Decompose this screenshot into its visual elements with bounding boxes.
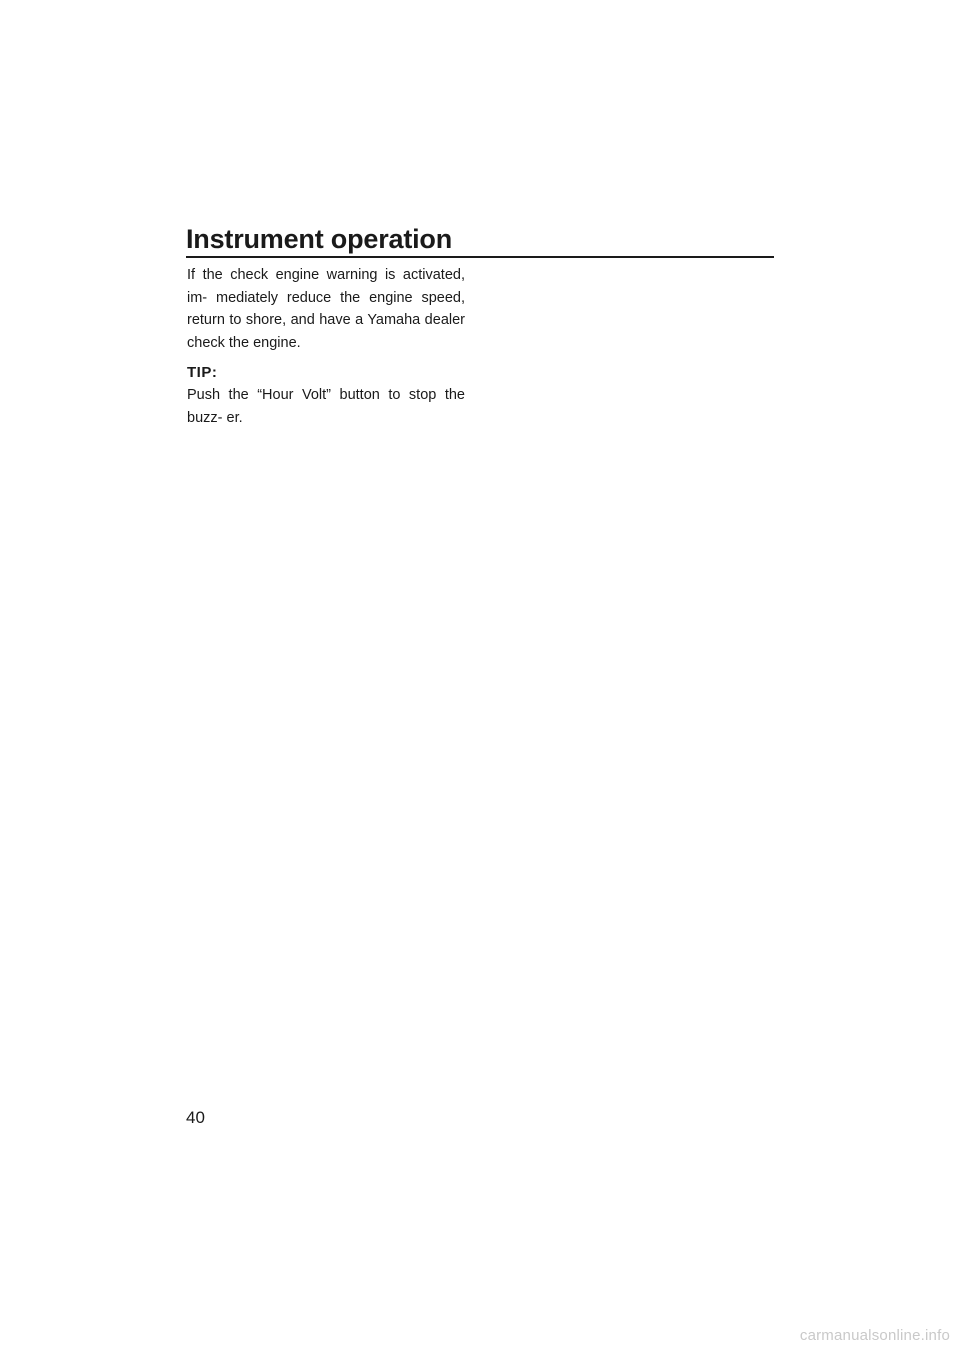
- content-column: [187, 264, 465, 429]
- page-header: [186, 222, 774, 258]
- header-rule: [186, 256, 774, 258]
- paragraph-line: shore, and have a Yamaha dealer check the: [187, 312, 465, 351]
- paragraph-line: If the check engine warning is activated, im-: [187, 267, 465, 306]
- tip-line: Push the “Hour Volt” button to stop the buzz-: [187, 387, 465, 426]
- page-number: 40: [186, 1108, 205, 1127]
- watermark: carmanualsonline.info: [799, 1327, 950, 1344]
- paragraph-line: mediately reduce the engine speed, return to: [187, 289, 466, 328]
- tip-label: TIP:: [187, 364, 218, 381]
- tip-text: [187, 384, 465, 429]
- paragraph-line: engine.: [253, 334, 301, 351]
- tip-line: er.: [226, 409, 243, 426]
- warning-paragraph: [187, 264, 465, 354]
- page-title: Instrument operation: [186, 224, 453, 254]
